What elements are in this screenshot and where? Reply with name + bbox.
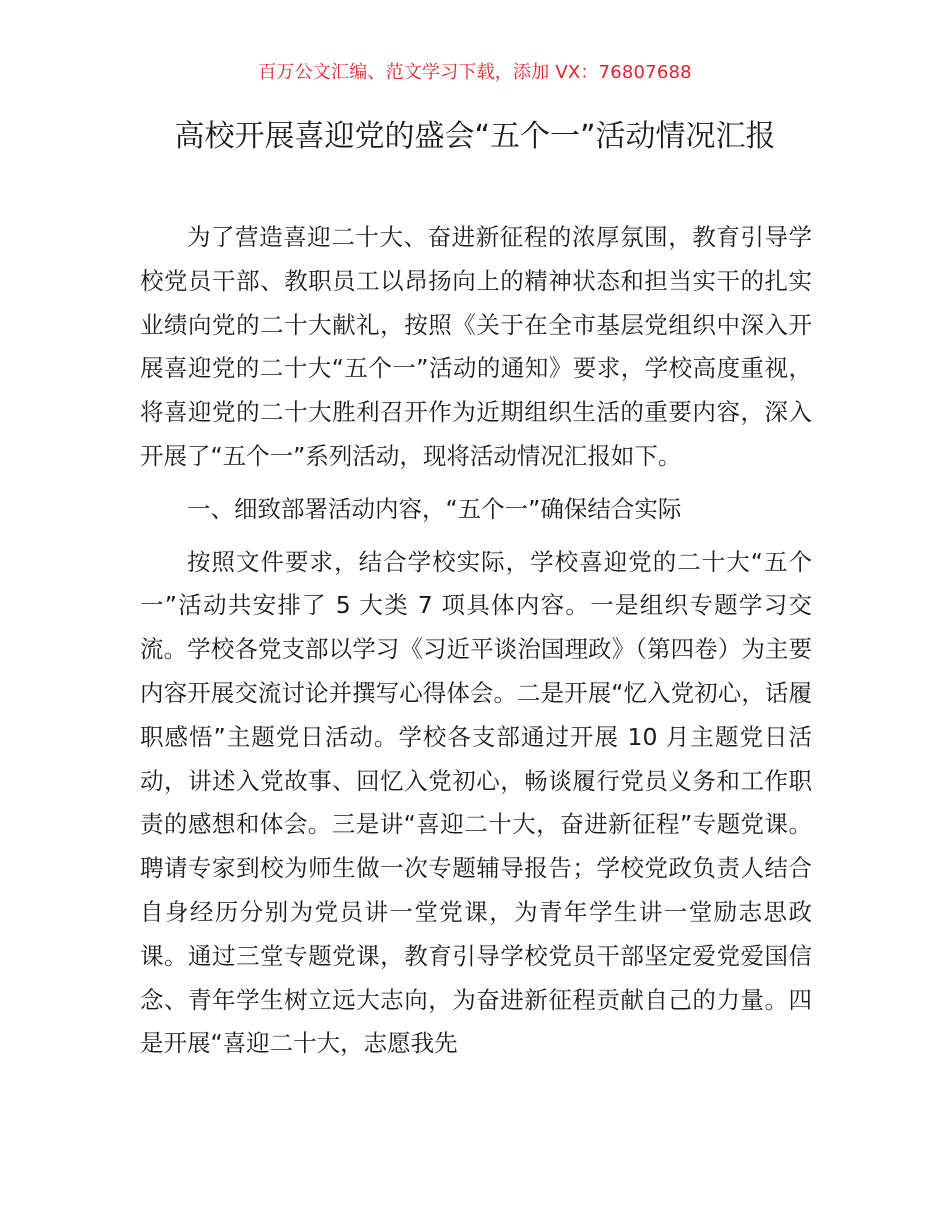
document-body	[140, 216, 812, 1066]
document-title: 高校开展喜迎党的盛会“五个一”活动情况汇报	[174, 119, 776, 154]
body-paragraph: 按照文件要求，结合学校实际，学校喜迎党的二十大“五个一”活动共安排了 5 大类 7 项具体内容。一是组织专题学习交流。学校各党支部以学习《习近平谈治国理政》（第四卷）为主要内容开展交流讨论并撰写心得体会。二是开展“忆入党初心，话履职感悟”主题党日活动。学校各支部通过开展 10 月主题党日活动，讲述入党故事、回忆入党初心，畅谈履行党员义务和工作职责的感想和体会。三是讲“喜迎二十大，奋进新征程”专题党课。聘请专家到校为师生做一次专题辅导报告；学校党政负责人结合自身经历分别为党员讲一堂党课，为青年学生讲一堂励志思政课。通过三堂专题党课，教育引导学校党员干部坚定爱党爱国信念、青年学生树立远大志向，为奋进新征程贡献自己的力量。四是开展“喜迎二十大，志愿我先	[140, 547, 812, 1058]
intro-paragraph: 为了营造喜迎二十大、奋进新征程的浓厚氛围，教育引导学校党员干部、教职员工以昂扬向上的精神状态和担当实干的扎实业绩向党的二十大献礼，按照《关于在全市基层党组织中深入开展喜迎党的二十大“五个一”活动的通知》要求，学校高度重视，将喜迎党的二十大胜利召开作为近期组织生活的重要内容，深入开展了“五个一”系列活动，现将活动情况汇报如下。	[140, 223, 812, 470]
download-notice: 百万公文汇编、范文学习下载，添加 VX：76807688	[258, 62, 692, 83]
section-heading-1: 一、细致部署活动内容，“五个一”确保结合实际	[187, 494, 682, 523]
